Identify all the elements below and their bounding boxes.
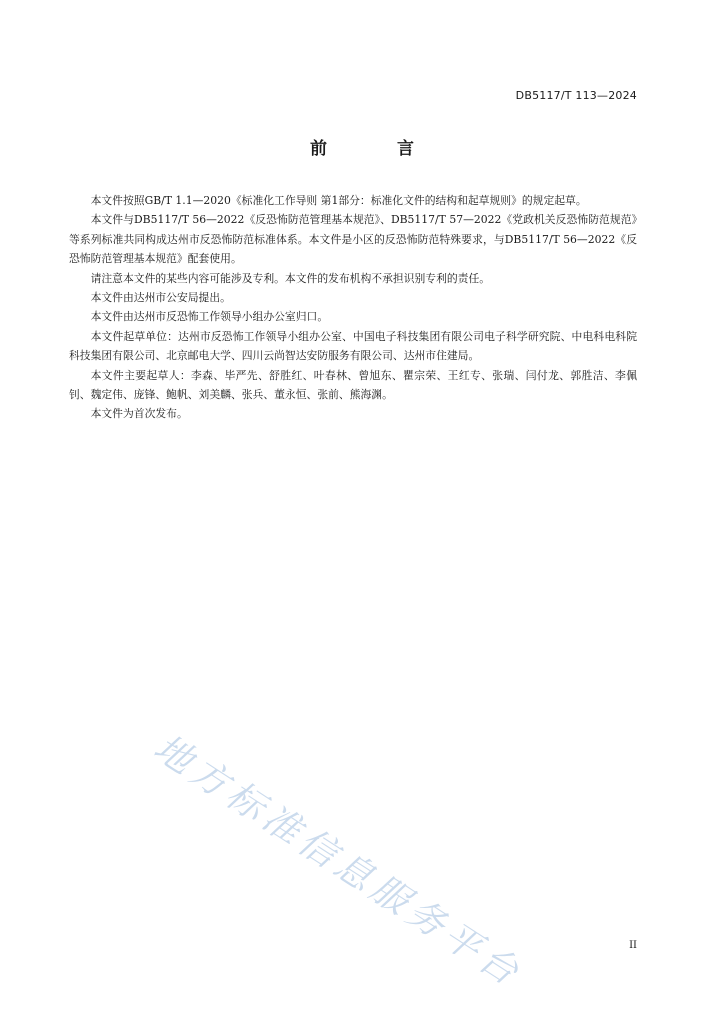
paragraph-drafting-units: 本文件起草单位：达州市反恐怖工作领导小组办公室、中国电子科技集团有限公司电子科学研究院、中电科电科院科技集团有限公司、北京邮电大学、四川云尚智达安防服务有限公司、达州市住建局。 [69,329,637,363]
paragraph-patent-notice: 请注意本文件的某些内容可能涉及专利。本文件的发布机构不承担识别专利的责任。 [90,271,491,285]
paragraph-proposed-by: 本文件由达州市公安局提出。 [90,291,231,305]
paragraph-centralized-by: 本文件由达州市反恐怖工作领导小组办公室归口。 [90,310,329,324]
paragraph-drafting-rules: 本文件按照GB/T 1.1—2020《标准化工作导则 第1部分：标准化文件的结构和起草规则》的规定起草。 [90,194,587,207]
document-code: DB5117/T 113—2024 [515,89,637,102]
paragraph-first-release: 本文件为首次发布。 [90,407,188,421]
watermark-text: 地方标准信息服务平台 [146,725,531,997]
foreword-body [69,191,637,424]
paragraph-drafters: 本文件主要起草人：李森、毕严先、舒胜红、叶春林、曾旭东、瞿宗荣、王红专、张瑞、闫付龙、郭胜洁、李佩钊、魏定伟、庞锋、鲍帆、刘美麟、张兵、董永恒、张前、熊海渊。 [69,368,637,402]
page-number: II [629,940,637,951]
paragraph-related-standards: 本文件与DB5117/T 56—2022《反恐怖防范管理基本规范》、DB5117/T 57—2022《党政机关反恐怖防范规范》等系列标准共同构成达州市反恐怖防范标准体系。本文件是小区的反恐怖防范特殊要求，与DB5117/T 56—2022《反恐怖防范管理基本规范》配套使用。 [69,213,637,266]
section-title: 前 言 [310,139,446,159]
